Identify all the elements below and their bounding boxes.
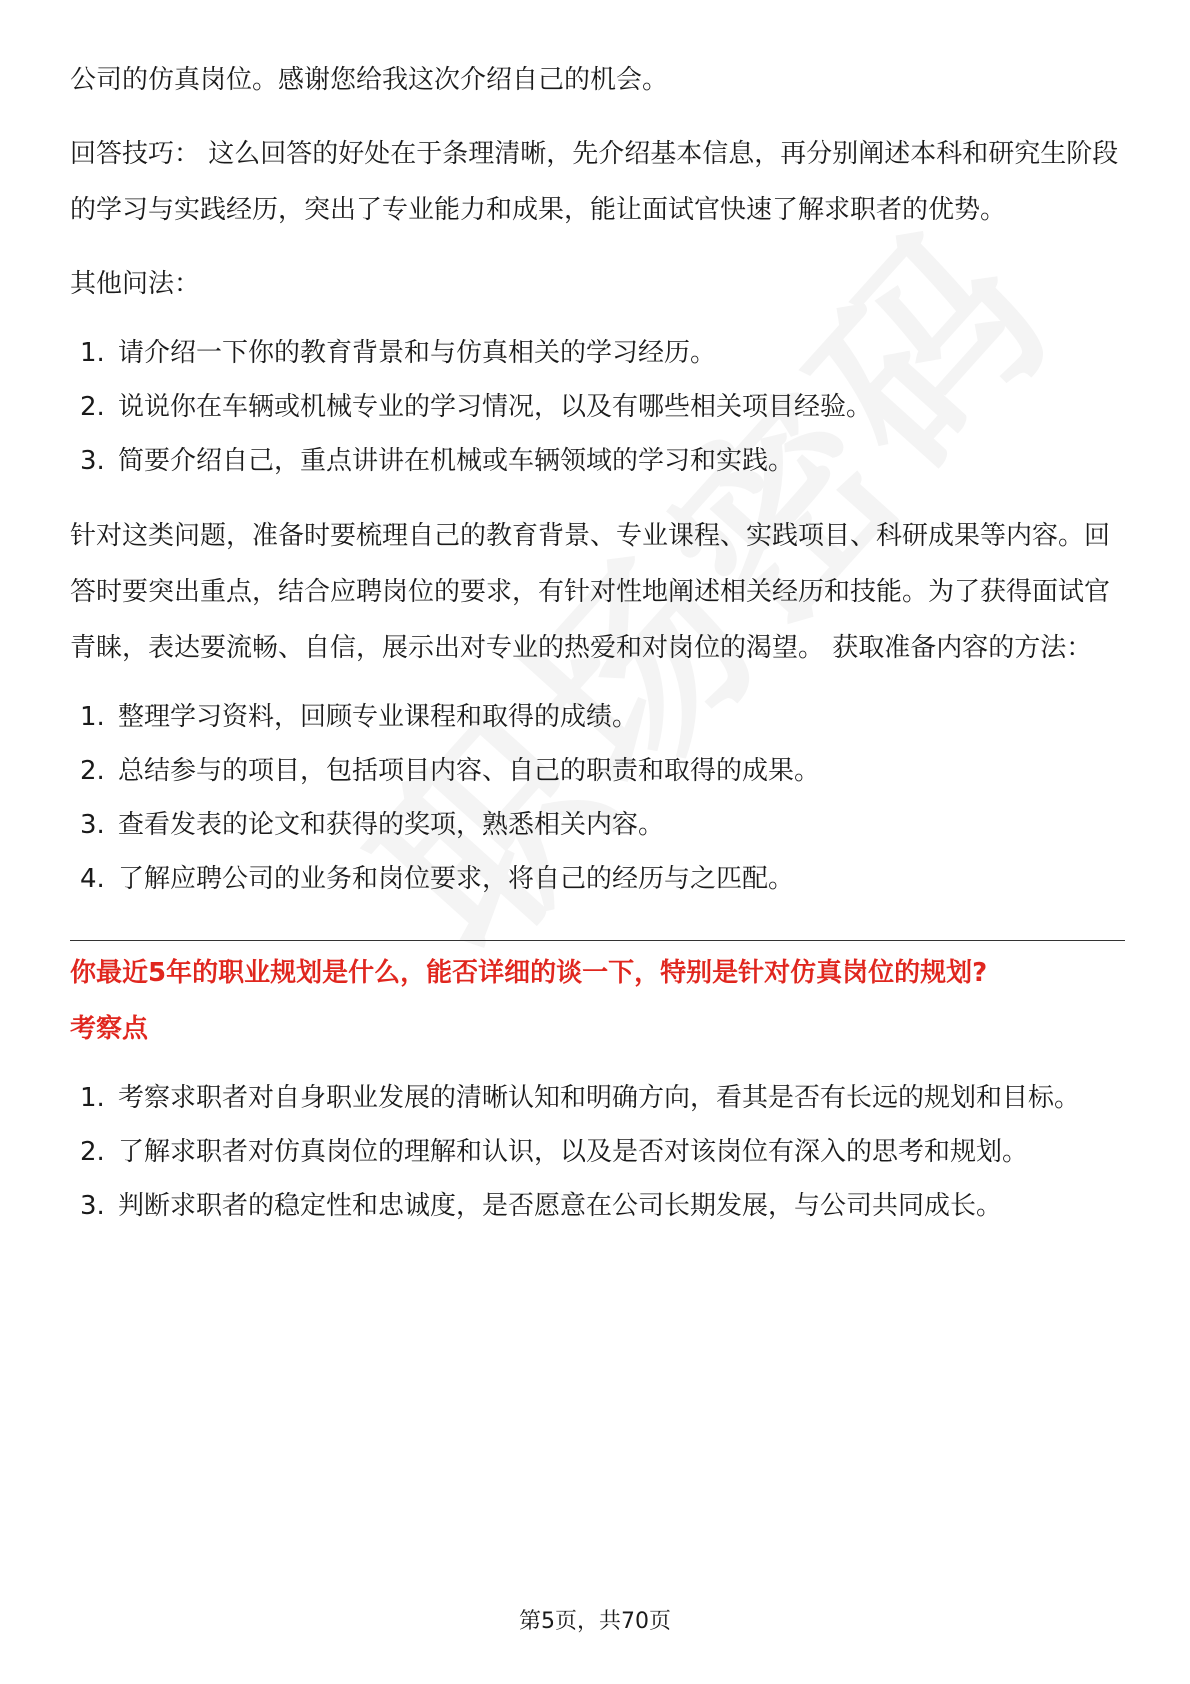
- focus-points-list: [70, 1071, 1130, 1233]
- list-item-text: 简要介绍自己，重点讲讲在机械或车辆领域的学习和实践。: [118, 446, 795, 476]
- list-item: [70, 1071, 1130, 1125]
- list-number: 3.: [80, 810, 105, 840]
- list-item: [70, 1179, 1130, 1233]
- list-item-text: 整理学习资料，回顾专业课程和取得的成绩。: [118, 702, 639, 732]
- list-item: [70, 798, 1130, 852]
- list-number: 2.: [80, 1137, 105, 1167]
- list-number: 2.: [80, 756, 105, 786]
- interview-question-heading: 你最近5年的职业规划是什么，能否详细的谈一下，特别是针对仿真岗位的规划?: [70, 958, 988, 988]
- list-item-text: 请介绍一下你的教育背景和与仿真相关的学习经历。: [118, 338, 717, 368]
- preparation-paragraph: 针对这类问题，准备时要梳理自己的教育背景、专业课程、实践项目、科研成果等内容。回答时要突出重点，结合应聘岗位的要求，有针对性地阐述相关经历和技能。为了获得面试官青睐，表达要流畅、自信，展示出对专业的热爱和对岗位的渴望。 获取准备内容的方法：: [70, 521, 1111, 663]
- list-number: 2.: [80, 392, 105, 422]
- list-item-text: 判断求职者的稳定性和忠诚度，是否愿意在公司长期发展，与公司共同成长。: [118, 1191, 1003, 1221]
- preparation-methods-list: [70, 690, 1130, 906]
- other-questions-list: [70, 326, 1130, 488]
- list-number: 3.: [80, 446, 105, 476]
- list-item-text: 查看发表的论文和获得的奖项，熟悉相关内容。: [118, 810, 665, 840]
- list-item-text: 考察求职者对自身职业发展的清晰认知和明确方向，看其是否有长远的规划和目标。: [118, 1083, 1081, 1113]
- page-content: [70, 52, 1130, 1233]
- section-divider: [70, 940, 1125, 941]
- answer-tips-paragraph: 回答技巧： 这么回答的好处在于条理清晰，先介绍基本信息，再分别阐述本科和研究生阶段的学习与实践经历，突出了专业能力和成果，能让面试官快速了解求职者的优势。: [70, 139, 1119, 225]
- focus-points-heading: 考察点: [70, 1014, 149, 1044]
- list-number: 1.: [80, 1083, 105, 1113]
- list-item: [70, 380, 1130, 434]
- list-item-text: 了解求职者对仿真岗位的理解和认识，以及是否对该岗位有深入的思考和规划。: [118, 1137, 1029, 1167]
- list-item: [70, 852, 1130, 906]
- list-item-text: 了解应聘公司的业务和岗位要求，将自己的经历与之匹配。: [118, 864, 795, 894]
- list-item: [70, 744, 1130, 798]
- list-number: 1.: [80, 338, 105, 368]
- list-item: [70, 434, 1130, 488]
- intro-tail-paragraph: 公司的仿真岗位。感谢您给我这次介绍自己的机会。: [70, 65, 669, 95]
- list-number: 4.: [80, 864, 105, 894]
- list-item: [70, 1125, 1130, 1179]
- list-item-text: 总结参与的项目，包括项目内容、自己的职责和取得的成果。: [118, 756, 821, 786]
- list-number: 3.: [80, 1191, 105, 1221]
- list-item-text: 说说你在车辆或机械专业的学习情况，以及有哪些相关项目经验。: [118, 392, 873, 422]
- page-number-footer: 第5页，共70页: [519, 1609, 671, 1634]
- other-questions-heading: 其他问法：: [70, 269, 201, 299]
- list-number: 1.: [80, 702, 105, 732]
- list-item: [70, 326, 1130, 380]
- list-item: [70, 690, 1130, 744]
